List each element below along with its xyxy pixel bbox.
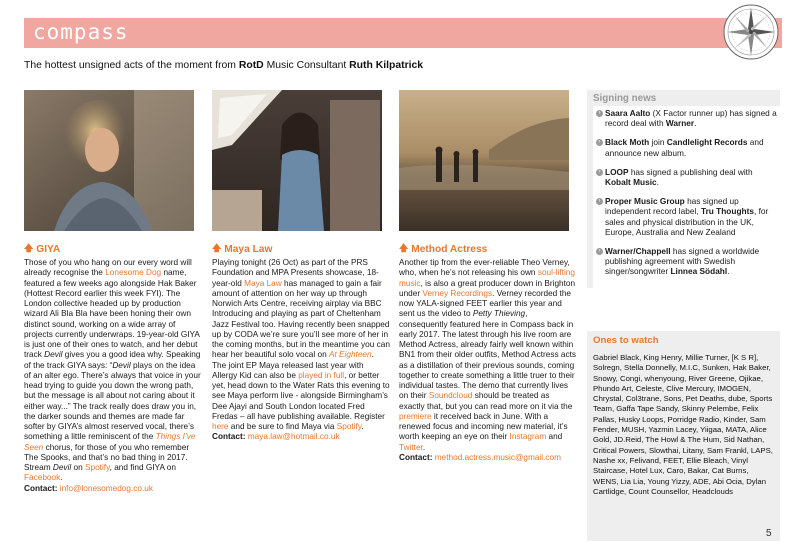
bullet-arrow-icon: ›	[596, 110, 603, 117]
section-title: compass	[33, 20, 129, 44]
page-number: 5	[766, 528, 772, 539]
news-item: › Warner/Chappell has signed a worldwide publishing agreement with Swedish singer/songwriter Linnea Södahl.	[596, 246, 780, 277]
link-register-here[interactable]: here	[212, 422, 229, 431]
article-method-actress	[399, 90, 577, 463]
bullet-arrow-icon: ›	[596, 248, 603, 255]
maya-law-photo	[212, 90, 382, 231]
header-bar	[24, 18, 782, 48]
ones-to-watch	[587, 331, 780, 541]
signing-news-heading: Signing news	[587, 90, 780, 106]
link-things-ive-seen[interactable]: Things I’ve Seen	[24, 432, 196, 452]
signing-news-list	[587, 106, 780, 288]
link-lonesome-dog[interactable]: Lonesome Dog	[105, 268, 162, 278]
link-instagram[interactable]: Instagram	[509, 432, 547, 442]
link-maya-law[interactable]: Maya Law	[244, 278, 282, 288]
news-item: › Proper Music Group has signed up independent record label, Tru Thoughts, for sales and physical distribution in the UK, Europe, Australia and New Zealand	[596, 196, 780, 237]
ones-to-watch-heading: Ones to watch	[593, 335, 659, 346]
link-facebook[interactable]: Facebook	[24, 473, 61, 483]
bullet-arrow-icon: ›	[596, 198, 603, 205]
contact-email[interactable]: method.actress.music@gmail.com	[434, 452, 561, 462]
link-verney-recordings[interactable]: Verney Recordings	[422, 288, 493, 298]
arrow-up-icon: 🡅	[399, 243, 409, 253]
arrow-up-icon: 🡅	[24, 243, 34, 253]
link-spotify[interactable]: Spotify	[85, 463, 110, 472]
article-name: 🡅 GIYA	[24, 241, 202, 257]
article-name: 🡅 Maya Law	[212, 241, 390, 257]
news-item: › LOOP has signed a publishing deal with Kobalt Music.	[596, 167, 780, 187]
article-body: Those of you who hang on our every word will already recognise the Lonesome Dog name, featured a few weeks ago alongside Hak Baker (Hottest Record earlier this week FYI). The London collective headed up by production wizard Ali Bla Bla have been honing their own distinct sound, working on a wide array of projects currently underwraps. 19-year-old GIYA is just one of their ones to watch, and her debut track Devil gives you a good idea why. Speaking of the track GIYA says: “Devil plays on the idea of an alter ego. There’s always that voice in your head trying to guide you down the wrong path, but the message is all about not caring about it either way...” The track really does draw you in, the darker sounds and themes are made far softer by GIYA’s almost reserved vocal, there’s something a little reminiscent of the Things I’ve Seen chorus, for those of you who remember The Spooks, and that’s no bad thing in 2017. Stream Devil on Spotify, and find GIYA on Facebook. Contact: info@lonesomedog.co.uk	[24, 258, 201, 493]
arrow-up-icon: 🡅	[212, 243, 222, 253]
article-giya	[24, 90, 202, 494]
article-body: Playing tonight (26 Oct) as part of the PRS Foundation and MPA Presents showcase, 18-year-old Maya Law has managed to gain a fair amount of attention on her way up through Norwich Arts Centre, receiving airplay via BBC Introducing and playing as part of Cheltenham Jazz Festival too. Having recently been snapped up by CODA we’re sure you’ll see more of her in the coming months, but in the meantime you can hear her beautiful solo vocal on At Eighteen. The joint EP Maya released last year with Allergy Kid can also be played in full, or better yet, head down to the Water Rats this evening to see Maya perform live - alongside Birmingham’s Dee Ajayi and South London located Fred Fredas – all have publishing available. Register here and be sure to find Maya via Spotify. Contact: maya.law@hotmail.co.uk	[212, 258, 390, 442]
news-item: › Black Moth join Candlelight Records and announce new album.	[596, 137, 780, 157]
link-at-eighteen[interactable]: At Eighteen	[328, 350, 372, 360]
link-played-in-full[interactable]: played in full	[298, 370, 345, 380]
method-actress-photo	[399, 90, 569, 231]
link-soul-lifting-music[interactable]: soul-lifting music	[399, 268, 575, 288]
bullet-arrow-icon: ›	[596, 139, 603, 146]
article-maya-law	[212, 90, 390, 443]
contact-email[interactable]: info@lonesomedog.co.uk	[59, 483, 153, 493]
subtitle: The hottest unsigned acts of the moment from RotD Music Consultant Ruth Kilpatrick	[24, 60, 424, 71]
ones-to-watch-list: Gabriel Black, King Henry, Millie Turner, [K S R], Solregn, Stella Donnelly, M.I.C, Sunken, Hak Baker, Snowy, Congi, whenyoung, River Greene, Ojikae, Phundo Art, Celeste, Clive Mercury, IMOGEN, Chrystal, Col3trane, Sons, Pet Deaths, dube, Sports Team, Gaffa Tape Sandy, Skinny Pelembe, Felix Pallas, Husky Loops, Porridge Radio, Kinder, Sam Fender, MUSH, Yazmin Lacey, Yiigaa, MATA, Alice Gold, JD.Reid, The Howl & The Hum, Sid Nathan, Critical Powers, Slowthai, Litany, Sam Frankl, LAPS, Nashe xx, Felivand, FEET, Ellie Bleach, Vinyl Staircase, Hotel Lux, Caro, Bakar, Cat Burns, WENS, Lia Lia, Young Yizzy, ADE, Abi Ocia, Dylan Cartlidge, Count Counsellor, Headclouds	[593, 353, 773, 496]
news-item: › Saara Aalto (X Factor runner up) has signed a record deal with Warner.	[596, 108, 780, 128]
compass-rose-icon	[716, 2, 786, 62]
article-body: Another tip from the ever-reliable Theo Verney, who, when he’s not releasing his own soul-lifting music, is also a great producer down in Brighton under Verney Recordings. Verney recorded the now YALA-signed FEET earlier this year and sent us the video to Petty Thieving, consequently featured here in Compass back in early 2017. The latest through his live room are Method Actress, already fairly well known within BN1 from their older outfits, Method Actress acts as a distillation of their previous sounds, coming together to create something a little truer to their individual tastes. The demo that currently lives on their Soundcloud should be treated as exactly that, but you can read more on it via the premiere it received back in June. With a renewed focus and incoming new material, it’s worth keeping an eye on their Instagram and Twitter. Contact: method.actress.music@gmail.com	[399, 258, 576, 462]
bullet-arrow-icon: ›	[596, 169, 603, 176]
link-soundcloud[interactable]: Soundcloud	[428, 391, 473, 401]
giya-photo	[24, 90, 194, 231]
article-name: 🡅 Method Actress	[399, 241, 577, 257]
signing-news	[587, 90, 780, 288]
link-premiere[interactable]: premiere	[399, 411, 432, 421]
link-twitter[interactable]: Twitter	[399, 442, 423, 452]
link-spotify[interactable]: Spotify	[336, 422, 362, 431]
contact-email[interactable]: maya.law@hotmail.co.uk	[247, 432, 340, 442]
